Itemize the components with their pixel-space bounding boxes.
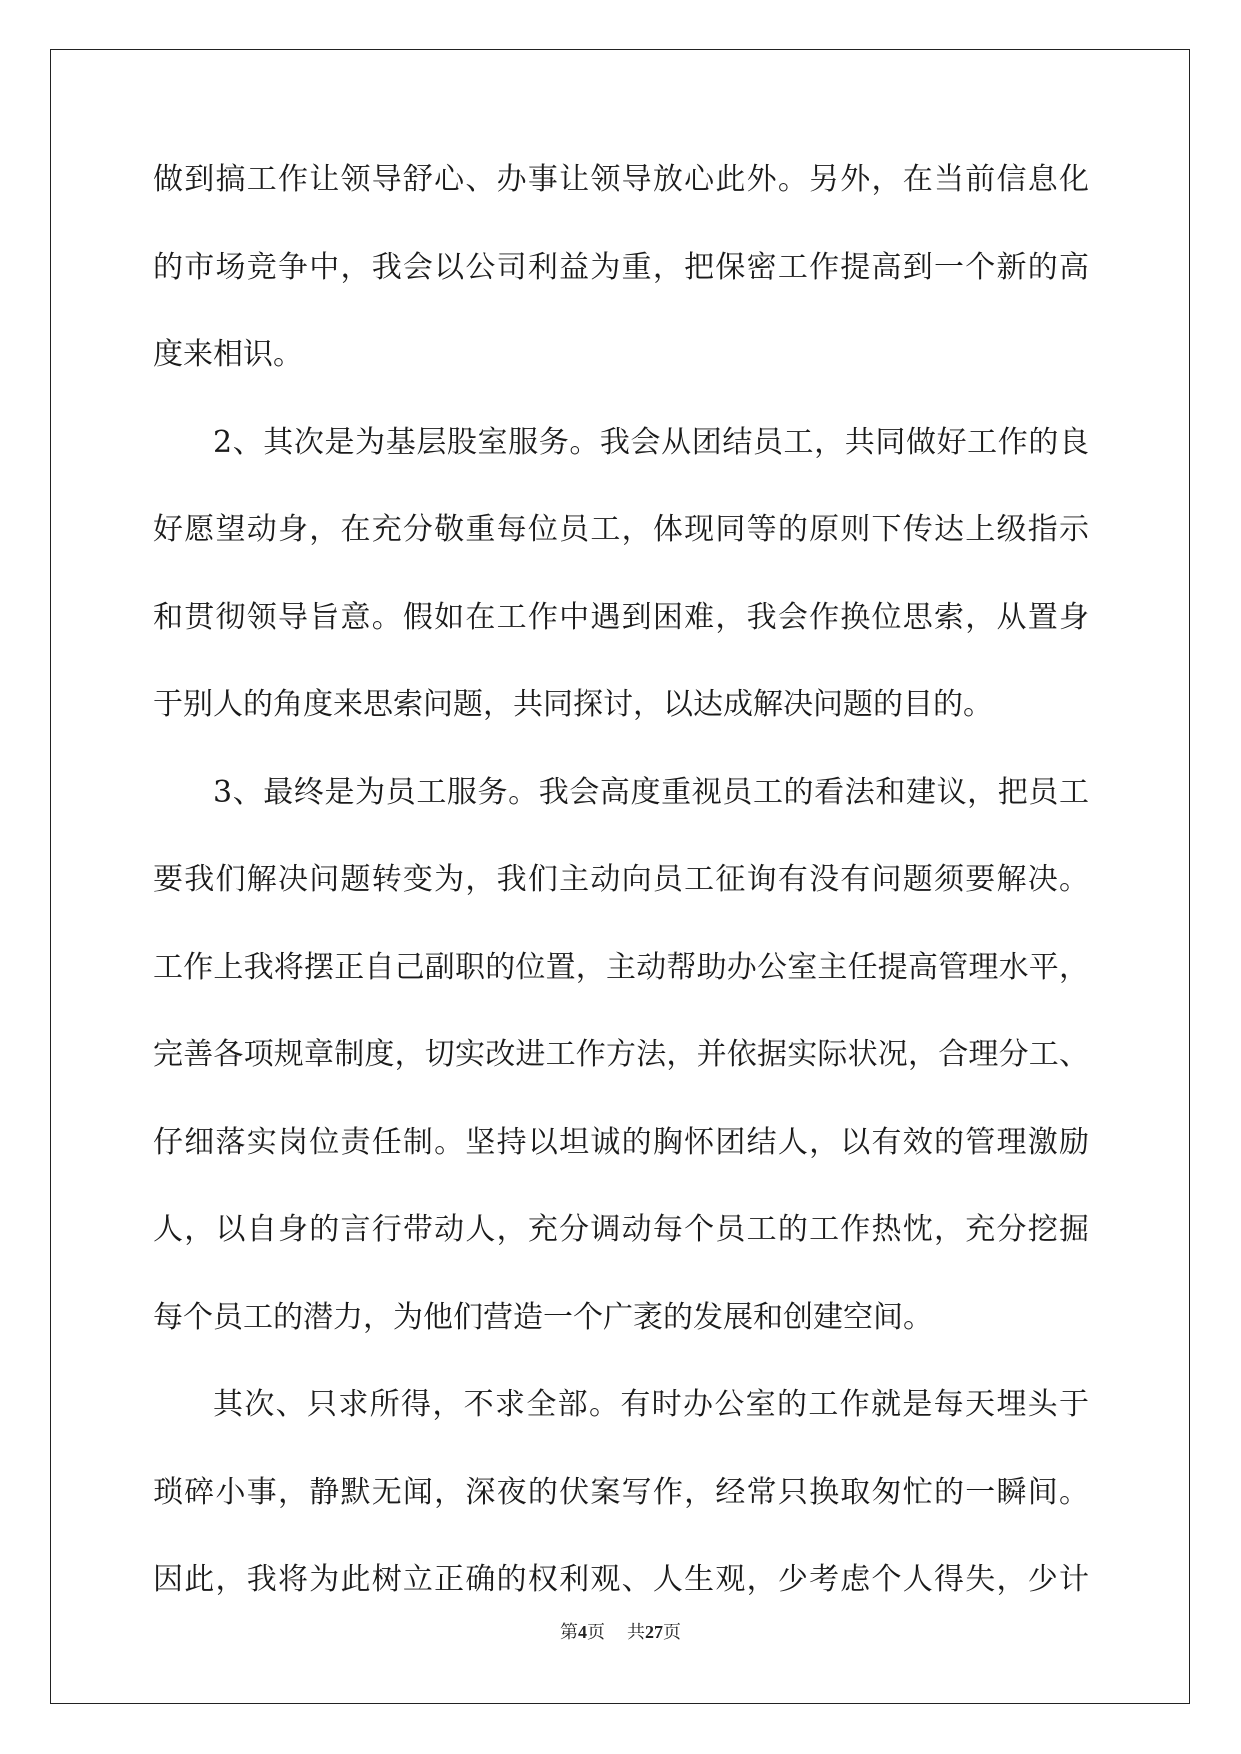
document-body (153, 160, 1089, 1648)
total-pages: 27 (645, 1622, 663, 1642)
page-footer (0, 1618, 1241, 1644)
text-line: 琐碎小事，静默无闻，深夜的伏案写作，经常只换取匆忙的一瞬间。 (153, 1474, 1089, 1510)
text-line: 3、最终是为员工服务。我会高度重视员工的看法和建议，把员工 (213, 774, 1089, 810)
footer-page-unit: 页 (587, 1622, 605, 1642)
text-line: 工作上我将摆正自己副职的位置，主动帮助办公室主任提高管理水平， (153, 949, 1089, 985)
text-line: 要我们解决问题转变为，我们主动向员工征询有没有问题须要解决。 (153, 862, 1089, 897)
footer-total-unit: 页 (663, 1622, 681, 1642)
text-line: 每个员工的潜力，为他们营造一个广袤的发展和创建空间。 (153, 1299, 933, 1335)
text-line: 做到搞工作让领导舒心、办事让领导放心此外。另外，在当前信息化 (153, 162, 1089, 197)
text-line: 人，以自身的言行带动人，充分调动每个员工的工作热忱，充分挖掘 (153, 1212, 1089, 1247)
text-line: 度来相识。 (153, 337, 303, 372)
footer-prefix: 第 (560, 1622, 578, 1642)
text-line: 和贯彻领导旨意。假如在工作中遇到困难，我会作换位思索，从置身 (153, 599, 1089, 635)
footer-total-prefix: 共 (627, 1622, 645, 1642)
text-line: 好愿望动身，在充分敬重每位员工，体现同等的原则下传达上级指示 (153, 512, 1089, 547)
text-line: 仔细落实岗位责任制。坚持以坦诚的胸怀团结人，以有效的管理激励 (153, 1124, 1089, 1160)
page-number: 4 (578, 1622, 587, 1642)
text-line: 的市场竞争中，我会以公司利益为重，把保密工作提高到一个新的高 (153, 249, 1089, 285)
text-line: 完善各项规章制度，切实改进工作方法，并依据实际状况，合理分工、 (153, 1037, 1089, 1072)
text-line: 因此，我将为此树立正确的权利观、人生观，少考虑个人得失，少计 (153, 1562, 1089, 1597)
text-line: 其次、只求所得，不求全部。有时办公室的工作就是每天埋头于 (213, 1387, 1089, 1422)
text-line: 2、其次是为基层股室服务。我会从团结员工，共同做好工作的良 (213, 424, 1089, 460)
text-line: 于别人的角度来思索问题，共同探讨，以达成解决问题的目的。 (153, 687, 993, 722)
